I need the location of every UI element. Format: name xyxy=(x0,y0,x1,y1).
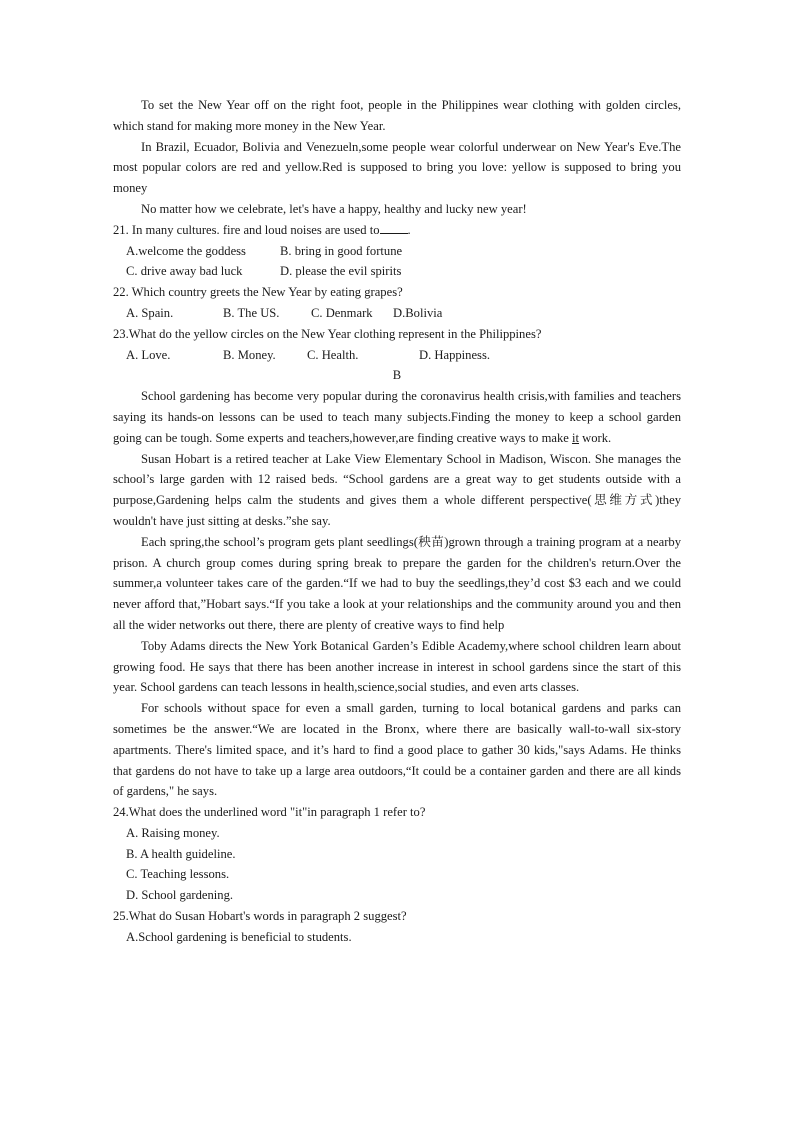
question-21-stem: 21. In many cultures. fire and loud noises are used to . xyxy=(113,222,411,237)
passage-a-paragraph-3: No matter how we celebrate, let's have a happy, healthy and lucky new year! xyxy=(141,201,527,216)
question-22-stem: 22. Which country greets the New Year by eating grapes? xyxy=(113,285,403,300)
option-d: D. Happiness. xyxy=(419,347,491,362)
section-b-heading: B xyxy=(392,368,402,383)
option-b: B. Money. xyxy=(223,347,276,362)
question-23-stem: 23.What do the yellow circles on the New Year clothing represent in the Philippines? xyxy=(113,326,542,341)
document-page xyxy=(113,95,681,948)
passage-b-paragraph-5: For schools without space for even a small garden, turning to local botanical gardens and parks can sometimes be the answer.“We are located in the Bronx, where there are basically wall-to-wall six-story apartments. There's limited space, and it’s hard to find a good place to gather 30 kids,"says Adams. He thinks that gardens do not have to take up a large area outdoors,“It could be a container garden and there are all kinds of gardens," he says. xyxy=(113,701,681,799)
passage-b-paragraph-4: Toby Adams directs the New York Botanical Garden’s Edible Academy,where school children learn about growing food. He says that there has been another increase in interest in school gardens since the start of this year. School gardens can teach lessons in health,science,social studies, and even arts classes. xyxy=(113,638,681,695)
option-a: A. Love. xyxy=(126,347,171,362)
passage-b-paragraph-2: Susan Hobart is a retired teacher at Lake View Elementary School in Madison, Wiscon. She manages the school’s large garden with 12 raised beds. “School gardens are a great way to get students outside with a purpose,Gardening helps calm the students and gives them a whole different perspective(思维方式)they wouldn't have just sitting at desks.”she say. xyxy=(113,451,681,528)
option-b: B. bring in good fortune xyxy=(280,243,403,258)
question-21-options-row-1 xyxy=(113,241,681,262)
option-a: A. Spain. xyxy=(126,305,174,320)
question-24-option-b: B. A health guideline. xyxy=(126,846,236,861)
question-24-option-d: D. School gardening. xyxy=(126,888,234,903)
option-c: C. Health. xyxy=(307,347,359,362)
option-d: D. please the evil spirits xyxy=(280,264,402,279)
question-21-options-row-2 xyxy=(113,261,681,282)
answer-blank xyxy=(380,221,408,234)
question-25-option-a: A.School gardening is beneficial to students. xyxy=(126,929,352,944)
passage-b-paragraph-1: School gardening has become very popular during the coronavirus health crisis,with families and teachers saying its hands-on lessons can be used to teach many subjects.Finding the money to keep a school garden going can be tough. Some experts and teachers,however,are finding creative ways to make it work. xyxy=(113,389,681,445)
question-24-stem: 24.What does the underlined word "it"in paragraph 1 refer to? xyxy=(113,805,426,820)
option-c: C. drive away bad luck xyxy=(126,264,243,279)
option-c: C. Denmark xyxy=(311,305,373,320)
passage-a-paragraph-1: To set the New Year off on the right foot, people in the Philippines wear clothing with golden circles, which stand for making more money in the New Year. xyxy=(113,98,681,133)
question-24-option-a: A. Raising money. xyxy=(126,825,220,840)
underlined-word-it: it xyxy=(572,430,580,445)
question-23-options xyxy=(113,345,681,366)
option-d: D.Bolivia xyxy=(393,305,443,320)
passage-a-paragraph-2: In Brazil, Ecuador, Bolivia and Venezueln,some people wear colorful underwear on New Year's Eve.The most popular colors are red and yellow.Red is supposed to bring you love: yellow is supposed to bring you money xyxy=(113,139,681,196)
option-b: B. The US. xyxy=(223,305,280,320)
question-22-options xyxy=(113,303,681,324)
question-25-stem: 25.What do Susan Hobart's words in paragraph 2 suggest? xyxy=(113,909,407,924)
passage-b-paragraph-3: Each spring,the school’s program gets plant seedlings(秧苗)grown through a training program at a nearby prison. A church group comes during spring break to prepare the garden for the children's return.Over the summer,a volunteer takes care of the garden.“If we had to buy the seedlings,they’d cost $3 each and we could never afford that,”Hobart says.“If you take a look at your relationships and the community around you and then all the wider networks out there, there are plenty of creative ways to find help xyxy=(113,534,681,632)
question-24-option-c: C. Teaching lessons. xyxy=(126,867,230,882)
option-a: A.welcome the goddess xyxy=(126,243,246,258)
